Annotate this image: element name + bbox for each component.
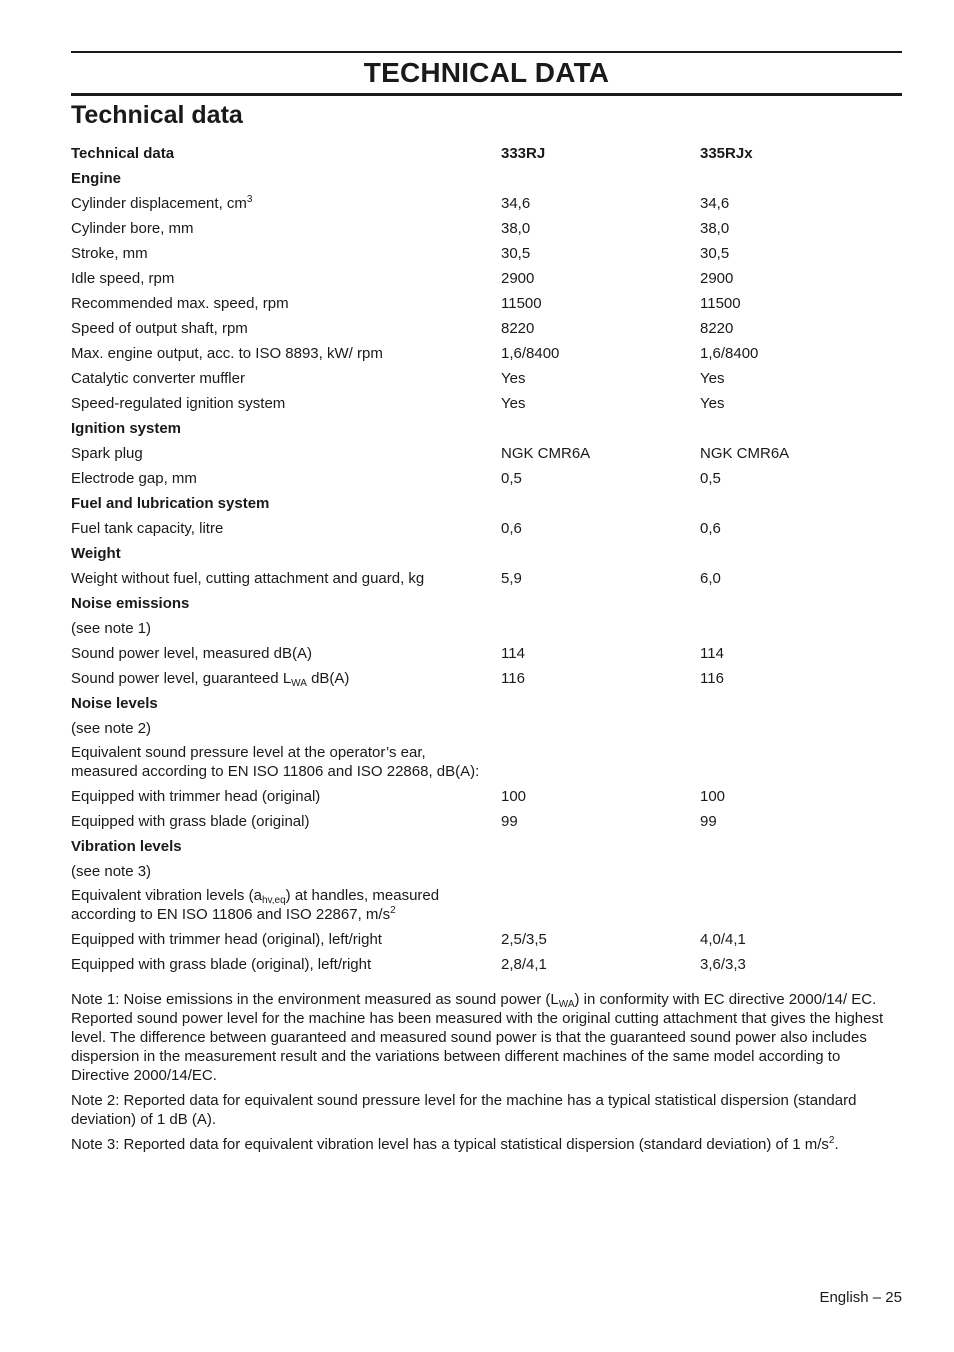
row-label-subscript: hv,eq <box>261 895 286 906</box>
row-label <box>71 886 491 924</box>
row-label-text: Vibration levels <box>71 838 182 855</box>
row-label <box>71 191 491 216</box>
table-row <box>71 859 902 884</box>
column-header-333rj: 333RJ <box>501 145 546 162</box>
value-335rjx: 0,6 <box>700 520 721 537</box>
row-label-text: Noise levels <box>71 695 158 712</box>
row-label-text: Catalytic converter muffler <box>71 370 245 387</box>
table-section-row <box>71 416 902 441</box>
row-label <box>71 266 491 291</box>
row-label <box>71 166 491 191</box>
table-section-row <box>71 591 902 616</box>
row-label <box>71 291 491 316</box>
note-3-text-end: . <box>834 1136 839 1153</box>
table-row <box>71 566 902 591</box>
table-section-row <box>71 491 902 516</box>
value-333rj: 0,5 <box>501 470 522 487</box>
table-row <box>71 666 902 691</box>
row-label <box>71 441 491 466</box>
table-row <box>71 616 902 641</box>
value-333rj: Yes <box>501 395 526 412</box>
row-label <box>71 541 491 566</box>
row-label-text: Weight without fuel, cutting attachment and guard, kg <box>71 570 425 587</box>
value-335rjx: 3,6/3,3 <box>700 956 746 973</box>
value-335rjx: 100 <box>700 788 726 805</box>
table-row <box>71 316 902 341</box>
row-label <box>71 927 491 952</box>
row-label-line2: according to EN ISO 11806 and ISO 22867, m/s <box>71 906 391 923</box>
note-1 <box>71 990 902 1085</box>
table-section-row <box>71 166 902 191</box>
value-333rj: 1,6/8400 <box>501 345 560 362</box>
value-333rj: 30,5 <box>501 245 531 262</box>
value-335rjx: 1,6/8400 <box>700 345 759 362</box>
page-heading: Technical data <box>71 101 243 129</box>
table-row <box>71 191 902 216</box>
row-label <box>71 691 491 716</box>
row-label <box>71 216 491 241</box>
row-label-text: Engine <box>71 170 122 187</box>
note-3-superscript: 2 <box>828 1135 835 1146</box>
value-333rj: 34,6 <box>501 195 531 212</box>
value-333rj: 114 <box>501 645 525 662</box>
row-label-text: Cylinder bore, mm <box>71 220 194 237</box>
table-row <box>71 291 902 316</box>
value-335rjx: 2900 <box>700 270 734 287</box>
note-1-text-cont: ) in conformity with EC directive 2000/14/ EC. Reported sound power level for the machine has been measured with the original cutting attachment that gives the highest level. The difference between guaranteed and measured sound power is that the guaranteed sound power also includes dispersion in the measurement result and the variations between different machines of the same model according to Directive 2000/14/EC. <box>71 991 884 1084</box>
row-label <box>71 666 491 691</box>
table-row <box>71 716 902 741</box>
value-333rj: 2,5/3,5 <box>501 931 547 948</box>
row-label-line2-superscript: 2 <box>390 905 396 916</box>
row-label <box>71 316 491 341</box>
row-label-tail: dB(A) <box>306 670 350 687</box>
table-row <box>71 741 902 784</box>
row-label <box>71 566 491 591</box>
table-row <box>71 952 902 977</box>
value-335rjx: Yes <box>700 395 725 412</box>
value-335rjx: 116 <box>700 670 724 687</box>
row-label-text: Electrode gap, mm <box>71 470 197 487</box>
value-333rj: 99 <box>501 813 518 830</box>
row-label-text: Cylinder displacement, cm <box>71 195 247 212</box>
row-label-text: Noise emissions <box>71 595 190 612</box>
table-row <box>71 927 902 952</box>
row-label <box>71 391 491 416</box>
row-label <box>71 809 491 834</box>
note-1-subscript: WA <box>558 999 575 1010</box>
row-label-text: Equivalent vibration levels (a <box>71 887 262 904</box>
row-label-text: (see note 2) <box>71 720 152 737</box>
note-1-text: Note 1: Noise emissions in the environment measured as sound power (L <box>71 991 559 1008</box>
row-label-tail: ) at handles, measured <box>285 887 440 904</box>
row-label-text: Weight <box>71 545 121 562</box>
value-335rjx: 8220 <box>700 320 734 337</box>
row-label-text: Fuel and lubrication system <box>71 495 270 512</box>
value-333rj: 2900 <box>501 270 535 287</box>
value-333rj: 11500 <box>501 295 542 312</box>
table-row <box>71 391 902 416</box>
value-335rjx: 11500 <box>700 295 741 312</box>
row-label-text: Equipped with grass blade (original) <box>71 813 310 830</box>
value-333rj: 0,6 <box>501 520 522 537</box>
row-label <box>71 743 491 781</box>
row-label <box>71 641 491 666</box>
row-label <box>71 341 491 366</box>
table-row <box>71 266 902 291</box>
table-row <box>71 884 902 927</box>
row-label <box>71 491 491 516</box>
row-label-text: Speed-regulated ignition system <box>71 395 286 412</box>
value-333rj: 8220 <box>501 320 535 337</box>
table-row <box>71 516 902 541</box>
notes <box>71 990 902 1160</box>
value-335rjx: 34,6 <box>700 195 730 212</box>
row-label-text: Sound power level, guaranteed L <box>71 670 292 687</box>
row-label <box>71 516 491 541</box>
value-333rj: 5,9 <box>501 570 522 587</box>
table-row <box>71 441 902 466</box>
section-title: TECHNICAL DATA <box>363 57 610 88</box>
table-row <box>71 241 902 266</box>
note-3-text: Note 3: Reported data for equivalent vibration level has a typical statistical dispersion (standard deviation) of 1 m/s <box>71 1136 829 1153</box>
value-335rjx: NGK CMR6A <box>700 445 790 462</box>
table-body <box>71 166 902 977</box>
table-section-row <box>71 691 902 716</box>
row-label <box>71 784 491 809</box>
value-333rj: Yes <box>501 370 526 387</box>
row-label-text: (see note 3) <box>71 863 152 880</box>
row-label <box>71 859 491 884</box>
row-label <box>71 834 491 859</box>
row-label-text: Equipped with trimmer head (original) <box>71 788 321 805</box>
table-row <box>71 341 902 366</box>
row-label-text: Sound power level, measured dB(A) <box>71 645 312 662</box>
value-333rj: NGK CMR6A <box>501 445 591 462</box>
row-label-text: Stroke, mm <box>71 245 148 262</box>
row-label <box>71 616 491 641</box>
page-footer: English – 25 <box>819 1289 902 1306</box>
row-label-text: Equivalent sound pressure level at the operator’s ear, <box>71 744 426 761</box>
row-label-subscript: WA <box>291 678 307 689</box>
row-label <box>71 466 491 491</box>
value-335rjx: 114 <box>700 645 724 662</box>
spec-table <box>71 141 902 977</box>
table-row <box>71 784 902 809</box>
value-333rj: 2,8/4,1 <box>501 956 547 973</box>
table-row <box>71 809 902 834</box>
value-335rjx: 4,0/4,1 <box>700 931 746 948</box>
value-335rjx: 99 <box>700 813 717 830</box>
row-label <box>71 366 491 391</box>
note-2: Note 2: Reported data for equivalent sound pressure level for the machine has a typical statistical dispersion (standard deviation) of 1 dB (A). <box>71 1092 857 1128</box>
row-label-text: Fuel tank capacity, litre <box>71 520 224 537</box>
table-header-row <box>71 141 902 166</box>
row-label <box>71 952 491 977</box>
row-label-text: Spark plug <box>71 445 143 462</box>
row-label-text: Idle speed, rpm <box>71 270 175 287</box>
header-rule-top <box>71 51 902 53</box>
table-row <box>71 466 902 491</box>
table-section-row <box>71 541 902 566</box>
table-row <box>71 216 902 241</box>
row-label-text: (see note 1) <box>71 620 152 637</box>
column-header-335rjx: 335RJx <box>700 145 753 162</box>
value-335rjx: Yes <box>700 370 725 387</box>
value-333rj: 100 <box>501 788 527 805</box>
row-label-text: Equipped with grass blade (original), left/right <box>71 956 372 973</box>
table-section-row <box>71 834 902 859</box>
value-333rj: 38,0 <box>501 220 531 237</box>
row-label <box>71 241 491 266</box>
row-label-text: Equipped with trimmer head (original), left/right <box>71 931 382 948</box>
row-label-line2: measured according to EN ISO 11806 and ISO 22868, dB(A): <box>71 763 480 780</box>
row-label-text: Ignition system <box>71 420 182 437</box>
row-label <box>71 591 491 616</box>
value-335rjx: 30,5 <box>700 245 730 262</box>
header-rule-bottom <box>71 93 902 96</box>
note-3 <box>71 1135 902 1154</box>
row-label-superscript: 3 <box>246 194 253 205</box>
table-row <box>71 641 902 666</box>
row-label-text: Max. engine output, acc. to ISO 8893, kW/ rpm <box>71 345 383 362</box>
value-335rjx: 38,0 <box>700 220 730 237</box>
row-label-text: Recommended max. speed, rpm <box>71 295 289 312</box>
value-333rj: 116 <box>501 670 525 687</box>
row-label <box>71 716 491 741</box>
value-335rjx: 6,0 <box>700 570 721 587</box>
table-row <box>71 366 902 391</box>
row-label-text: Speed of output shaft, rpm <box>71 320 248 337</box>
column-header-label: Technical data <box>71 145 175 162</box>
value-335rjx: 0,5 <box>700 470 721 487</box>
row-label <box>71 416 491 441</box>
